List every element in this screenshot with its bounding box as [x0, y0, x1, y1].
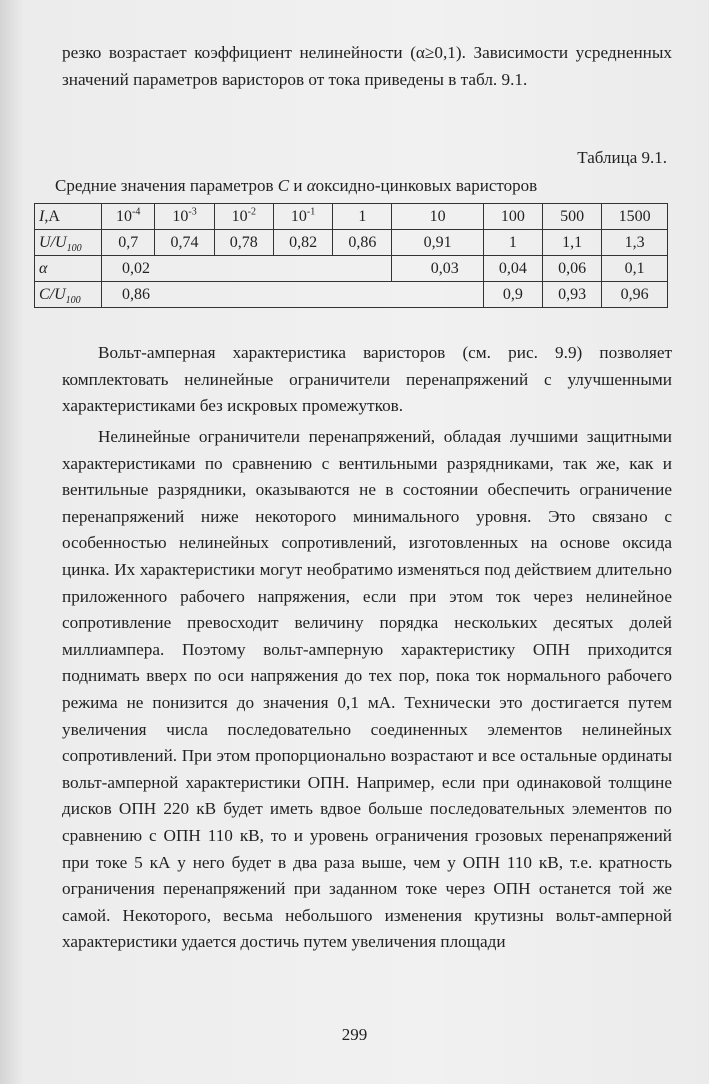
alpha-cell: 0,03 [392, 256, 483, 282]
voltage-cell: 0,91 [392, 230, 483, 256]
voltage-cell: 0,78 [214, 230, 273, 256]
voltage-cell: 1,1 [543, 230, 602, 256]
table-caption: Таблица 9.1. [577, 148, 667, 167]
voltage-cell: 0,74 [155, 230, 214, 256]
table-title [55, 176, 537, 196]
current-cell: $10^{-4}$ [102, 204, 155, 230]
table-title-and: и [293, 176, 303, 195]
table-title-prefix: Средние значения параметров [55, 176, 274, 195]
alpha-cell: 0,04 [483, 256, 542, 282]
voltage-cell: 1,3 [602, 230, 668, 256]
alpha-cell: 0,1 [602, 256, 668, 282]
page-number: 299 [341, 1025, 368, 1044]
table-row-alpha [35, 256, 668, 282]
voltage-cell: 0,7 [102, 230, 155, 256]
current-cell: $10^{-2}$ [214, 204, 273, 230]
capacitance-cell: 0,86 [102, 282, 484, 308]
paragraph-2: Вольт-амперная характеристика варисторов (см. рис. 9.9) позволяет комплектовать нелинейные ограничители перенапряжений с улучшенными характеристиками без искровых промежутков. [62, 343, 672, 416]
current-cell: 1 [333, 204, 392, 230]
voltage-cell: 0,82 [273, 230, 332, 256]
alpha-cell: 0,02 [102, 256, 392, 282]
paragraph-3: Нелинейные ограничители перенапряжений, обладая лучшими защитными характеристиками по сравнению с вентильными разрядниками, так же, как и вентильные разрядники, оказываются не в состоянии обеспечить ограничение перенапряжений ниже некоторого минимального уровня. Это связано с особенностью нелинейных сопротивлений, изготовленных на основе оксида цинка. Их характеристики могут необратимо изменяться под действием длительно приложенного рабочего напряжения, если при этом ток через нелинейное сопротивление превосходит величину порядка нескольких десятых долей миллиампера. Поэтому вольт-амперную характеристику ОПН приходится поднимать вверх по оси напряжения до тех пор, пока ток нормального рабочего режима не понизится до значения 0,1 мА. Технически это достигается путем увеличения числа последовательно соединенных элементов нелинейных сопротивлений. При этом пропорционально возрастают и все остальные ординаты вольт-амперной характеристики ОПН. Например, если при одинаковой толщине дисков ОПН 220 кВ будет иметь вдвое больше последовательных элементов по сравнению с ОПН 110 кВ, то и уровень ограничения грозовых перенапряжений при токе 5 кА у него будет в два раза выше, чем у ОПН 110 кВ, т.е. кратность ограничения перенапряжений при заданном токе через ОПН останется той же самой. Некоторого, весьма небольшого изменения крутизны вольт-амперной характеристики удается достичь путем увеличения площади [62, 427, 672, 952]
current-cell: 10 [392, 204, 483, 230]
row-head-capacitance: $C/U_{100}$ [35, 282, 102, 308]
row-head-voltage: $U/U_{100}$ [35, 230, 102, 256]
table-title-suffix: оксидно-цинковых варисторов [315, 176, 538, 195]
paragraph-top: резко возрастает коэффициент нелинейности (α≥0,1). Зависимости усредненных значений параметров варисторов от тока приведены в табл. 9.1. [62, 43, 672, 89]
varistor-parameters-table [34, 203, 668, 308]
row-head-alpha: α [35, 256, 102, 282]
current-cell: 500 [543, 204, 602, 230]
alpha-cell: 0,06 [543, 256, 602, 282]
table-row-capacitance [35, 282, 668, 308]
table-title-c: C [277, 176, 290, 195]
table-title-alpha: α [306, 176, 316, 195]
table-row-voltage [35, 230, 668, 256]
row-head-current: I,A [35, 204, 102, 230]
capacitance-cell: 0,96 [602, 282, 668, 308]
voltage-cell: 1 [483, 230, 542, 256]
capacitance-cell: 0,9 [483, 282, 542, 308]
current-cell: $10^{-3}$ [155, 204, 214, 230]
capacitance-cell: 0,93 [543, 282, 602, 308]
current-cell: 1500 [602, 204, 668, 230]
voltage-cell: 0,86 [333, 230, 392, 256]
current-cell: 100 [483, 204, 542, 230]
table-row-current [35, 204, 668, 230]
current-cell: $10^{-1}$ [273, 204, 332, 230]
